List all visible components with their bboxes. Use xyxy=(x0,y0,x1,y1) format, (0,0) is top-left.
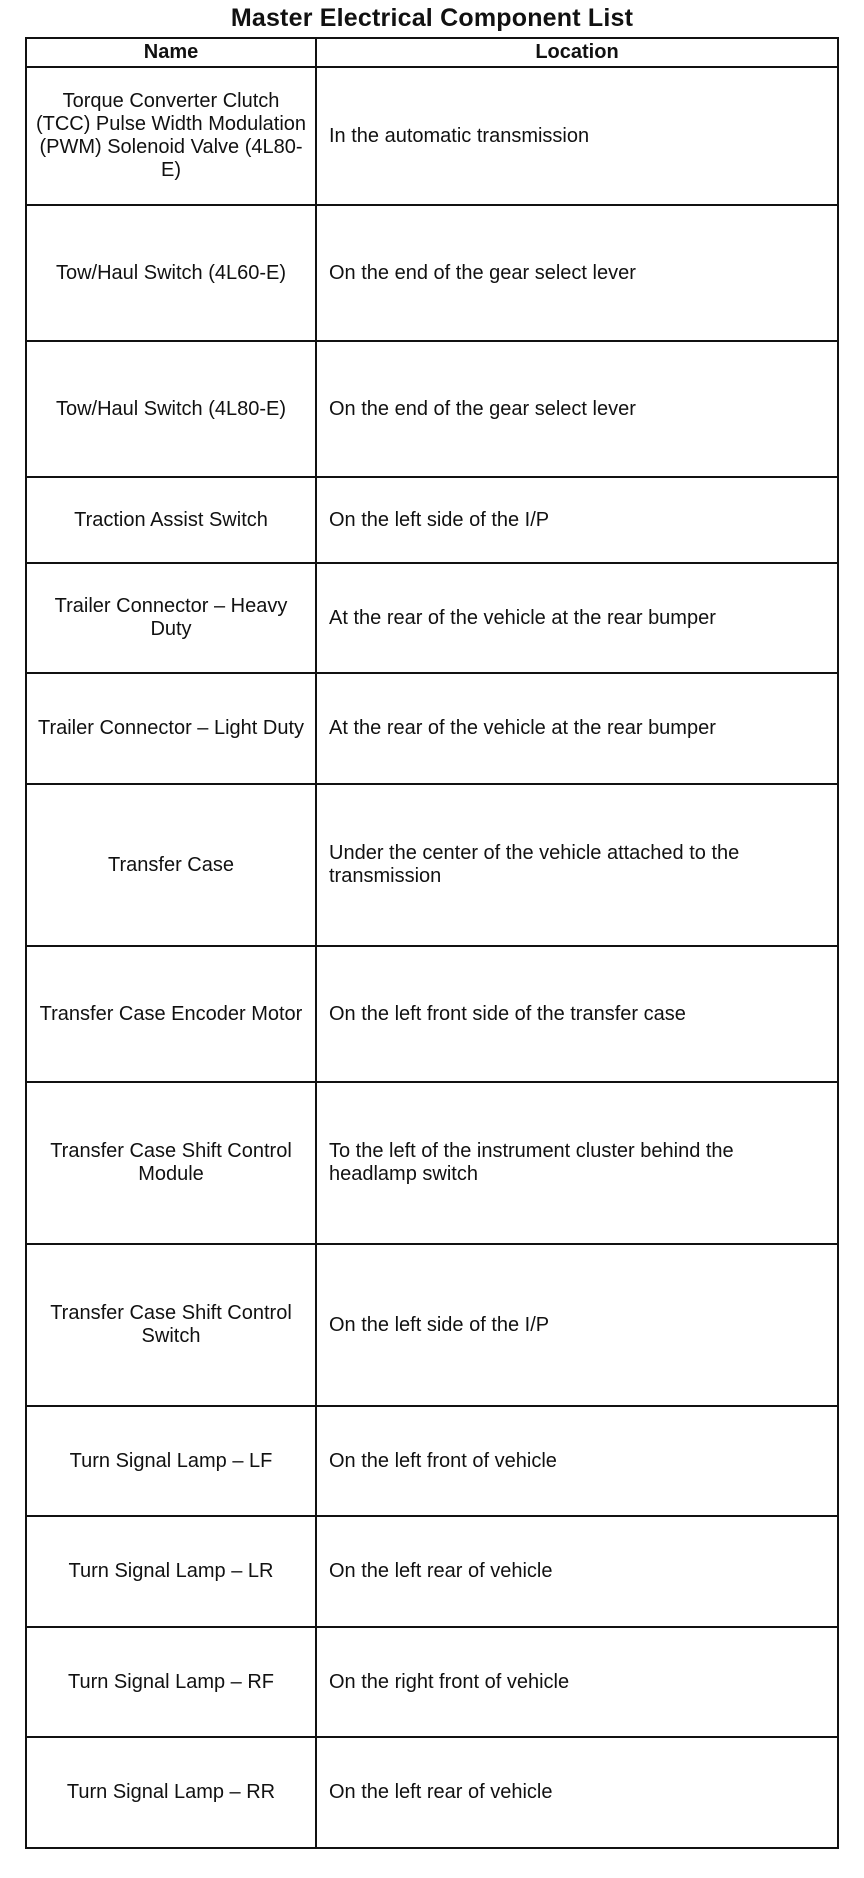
table-row xyxy=(26,67,838,205)
component-name: Turn Signal Lamp – LF xyxy=(26,1406,316,1516)
component-location: On the left front side of the transfer case xyxy=(316,946,838,1082)
component-location: To the left of the instrument cluster behind the headlamp switch xyxy=(316,1082,838,1244)
component-table xyxy=(25,37,839,1849)
component-name: Trailer Connector – Heavy Duty xyxy=(26,563,316,673)
table-row xyxy=(26,1082,838,1244)
component-location: On the left side of the I/P xyxy=(316,1244,838,1406)
component-table-wrapper xyxy=(25,37,837,1849)
component-location: On the left side of the I/P xyxy=(316,477,838,563)
component-location: At the rear of the vehicle at the rear bumper xyxy=(316,673,838,784)
table-row xyxy=(26,1737,838,1848)
component-name: Turn Signal Lamp – LR xyxy=(26,1516,316,1627)
component-name: Transfer Case Encoder Motor xyxy=(26,946,316,1082)
table-row xyxy=(26,946,838,1082)
table-row xyxy=(26,477,838,563)
component-location: Under the center of the vehicle attached to the transmission xyxy=(316,784,838,946)
component-location: At the rear of the vehicle at the rear bumper xyxy=(316,563,838,673)
page-title: Master Electrical Component List xyxy=(230,4,634,32)
component-name: Trailer Connector – Light Duty xyxy=(26,673,316,784)
table-row xyxy=(26,784,838,946)
component-name: Transfer Case xyxy=(26,784,316,946)
table-row xyxy=(26,341,838,477)
component-name: Tow/Haul Switch (4L80-E) xyxy=(26,341,316,477)
component-name: Transfer Case Shift Control Module xyxy=(26,1082,316,1244)
component-name: Transfer Case Shift Control Switch xyxy=(26,1244,316,1406)
table-header-row xyxy=(26,38,838,67)
column-header-location: Location xyxy=(316,38,838,67)
table-row xyxy=(26,673,838,784)
component-location: On the left rear of vehicle xyxy=(316,1516,838,1627)
table-row xyxy=(26,1627,838,1737)
component-location: On the end of the gear select lever xyxy=(316,205,838,341)
component-name: Turn Signal Lamp – RF xyxy=(26,1627,316,1737)
component-name: Torque Converter Clutch (TCC) Pulse Width Modulation (PWM) Solenoid Valve (4L80-E) xyxy=(26,67,316,205)
component-location: On the left rear of vehicle xyxy=(316,1737,838,1848)
table-row xyxy=(26,205,838,341)
component-location: On the end of the gear select lever xyxy=(316,341,838,477)
component-name: Turn Signal Lamp – RR xyxy=(26,1737,316,1848)
component-name: Traction Assist Switch xyxy=(26,477,316,563)
table-row xyxy=(26,1406,838,1516)
table-row xyxy=(26,1516,838,1627)
component-name: Tow/Haul Switch (4L60-E) xyxy=(26,205,316,341)
component-location: On the right front of vehicle xyxy=(316,1627,838,1737)
table-row xyxy=(26,1244,838,1406)
column-header-name: Name xyxy=(26,38,316,67)
component-location: In the automatic transmission xyxy=(316,67,838,205)
component-location: On the left front of vehicle xyxy=(316,1406,838,1516)
table-row xyxy=(26,563,838,673)
